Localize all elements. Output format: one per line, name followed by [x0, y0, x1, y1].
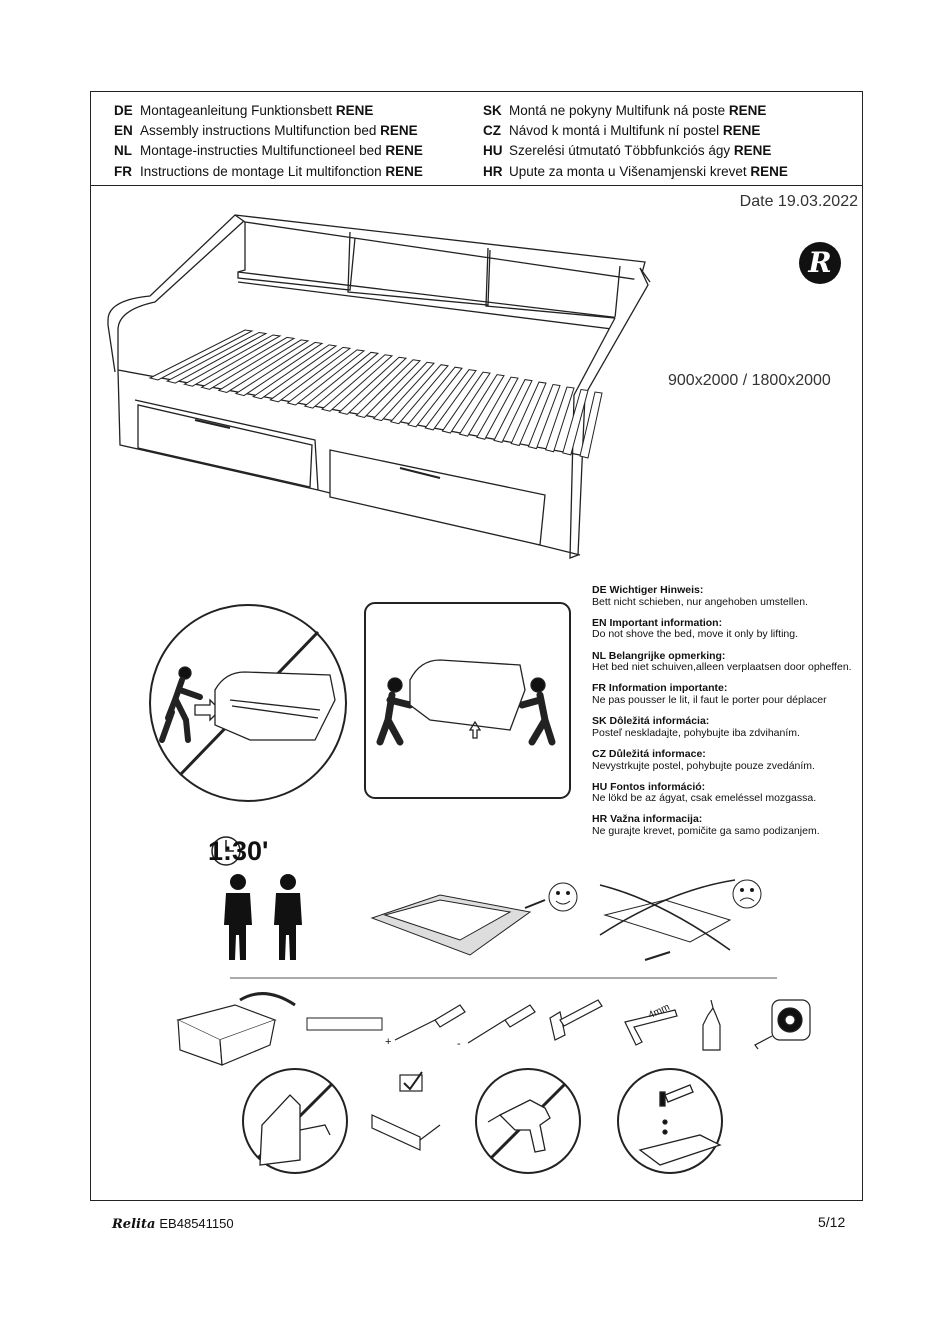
note-fr: FR Information importante: Ne pas pousser le lit, il faut le porter pour déplacer [592, 682, 827, 706]
note-hr: HR Važna informacija: Ne gurajte krevet, pomičite ga samo podizanjem. [592, 813, 820, 838]
tape-measure-icon [755, 1000, 810, 1049]
screwdriver-plus-icon [395, 1005, 465, 1040]
minus-label: - [457, 1038, 461, 1050]
unpack-box-icon [178, 994, 295, 1065]
two-persons-icon [224, 874, 302, 960]
assemble-on-carpet-illustration [372, 883, 577, 955]
note-de: DE Wichtiger Hinweis: Bett nicht schieben, nur angehoben umstellen. [592, 584, 808, 608]
assembly-time: 1:30' [208, 836, 269, 866]
header-title-de: DE Montageanleitung Funktionsbett RENE [114, 103, 374, 118]
no-power-drill-illustration [476, 1069, 580, 1173]
no-hard-floor-illustration [600, 880, 761, 960]
no-hammer-on-panel-illustration [243, 1069, 347, 1173]
daybed-illustration [108, 215, 650, 558]
note-en: EN Important information: Do not shove the bed, move it only by lifting. [592, 616, 799, 641]
svg-text:R: R [808, 246, 832, 279]
hammer-icon [550, 1000, 602, 1040]
no-push-illustration [150, 605, 346, 801]
correct-tool-use-illustration [372, 1072, 440, 1150]
allen-size-label: 4mm [646, 1001, 672, 1022]
header-title-hu: HU Szerelési útmutató Többfunkciós ágy RENE [483, 143, 772, 159]
page-number: 5/12 [818, 1214, 846, 1230]
glue-bottle-icon [703, 1000, 720, 1050]
header-title-hr: HR Upute za monta u Višenamjenski krevet RENE [483, 163, 788, 179]
header-title-fr: FR Instructions de montage Lit multifonction RENE [114, 163, 423, 179]
header-title-sk: SK Montá ne pokyny Multifunk ná poste RENE [483, 103, 767, 118]
important-notes [592, 585, 867, 847]
ruler-icon [307, 1018, 382, 1030]
header-title-en: EN Assembly instructions Multifunction bed RENE [114, 123, 418, 139]
document-date: Date 19.03.2022 [739, 193, 858, 210]
note-sk: SK Dôležitá informácia: Posteľ neskladajte, pohybujte iba zdvihaním. [592, 715, 800, 739]
header-title-nl: NL Montage-instructies Multifunctioneel bed RENE [114, 143, 423, 159]
bed-sizes: 900x2000 / 1800x2000 [668, 372, 831, 389]
note-nl: NL Belangrijke opmerking: Het bed niet schuiven,alleen verplaatsen door opheffen. [592, 649, 852, 674]
note-cz: CZ Důležitá informace: Nevystrkujte postel, pohybujte pouze zvedáním. [592, 747, 815, 772]
screwdriver-minus-icon [468, 1005, 535, 1043]
lift-illustration [365, 603, 570, 798]
footer-brand: Relita [112, 1217, 156, 1232]
note-hu: HU Fontos információ: Ne lökd be az ágyat, csak emeléssel mozgassa. [592, 780, 817, 805]
header-title-cz: CZ Návod k montá i Multifunk ní postel RENE [483, 123, 761, 139]
footer-product-code: Relita EB48541150 [112, 1216, 234, 1232]
no-excess-glue-illustration [618, 1069, 722, 1173]
plus-label: + [385, 1036, 392, 1048]
